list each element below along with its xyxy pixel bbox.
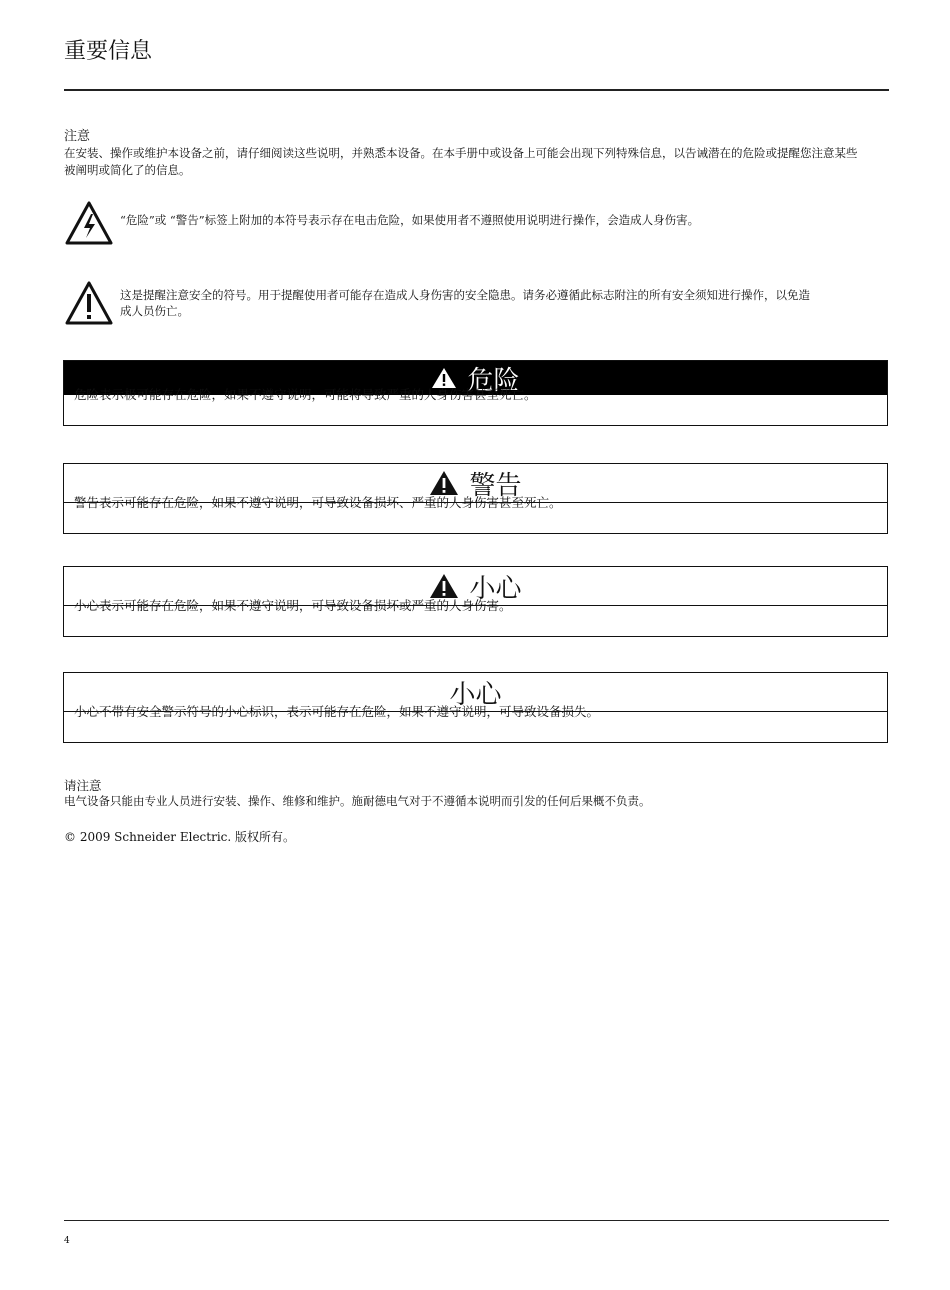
please-note-body: 电气设备只能由专业人员进行安装、操作、维修和维护。施耐德电气对于不遵循本说明而引发的任何后果概不负责。 [64,794,651,808]
warning-triangle-icon [429,470,459,496]
footer-divider [64,1220,889,1221]
caution-no-symbol-box [63,672,888,743]
warning-title: 警告 [469,470,522,501]
notice-heading: 注意 [64,129,91,144]
header-divider [64,89,889,91]
copyright: © 2009 Schneider Electric. 版权所有。 [64,830,296,844]
electric-hazard-icon [64,200,114,246]
caution-no-symbol-text: 小心不带有安全警示符号的小心标识，表示可能存在危险，如果不遵守说明，可导致设备损失。 [74,704,600,719]
warning-text: 警告表示可能存在危险，如果不遵守说明，可导致设备损坏、严重的人身伤害甚至死亡。 [74,495,562,510]
warning-body [64,495,887,533]
electric-hazard-description: “危险”或 “警告”标签上附加的本符号表示存在电击危险，如果使用者不遵照使用说明进行操作，会造成人身伤害。 [120,213,700,227]
caution-no-symbol-title: 小心 [449,679,502,710]
warning-box [63,463,888,534]
caution-text: 小心表示可能存在危险，如果不遵守说明，可导致设备损坏或严重的人身伤害。 [74,598,512,613]
caution-body [64,598,887,636]
safety-alert-description: 这是提醒注意安全的符号。用于提醒使用者可能存在造成人身伤害的安全隐患。请务必遵循此标志附注的所有安全须知进行操作，以免造成人员伤亡。 [120,288,810,318]
caution-box [63,566,888,637]
page-number: 4 [64,1236,70,1246]
please-note-heading: 请注意 [64,778,102,793]
page-title: 重要信息 [64,39,153,64]
exclamation-warning-icon [64,280,114,326]
caution-title: 小心 [469,573,522,604]
danger-title: 危险 [467,365,520,396]
danger-body [64,387,887,425]
warning-triangle-icon [431,367,457,389]
danger-text: 危险表示极可能存在危险，如果不遵守说明，可能将导致严重的人身伤害甚至死亡。 [74,387,537,402]
notice-body: 在安装、操作或维护本设备之前，请仔细阅读这些说明，并熟悉本设备。在本手册中或设备上可能会出现下列特殊信息，以告诫潜在的危险或提醒您注意某些被阐明或简化了的信息。 [64,146,858,177]
danger-box [63,360,888,426]
caution-no-symbol-body [64,704,887,742]
warning-triangle-icon [429,573,459,599]
